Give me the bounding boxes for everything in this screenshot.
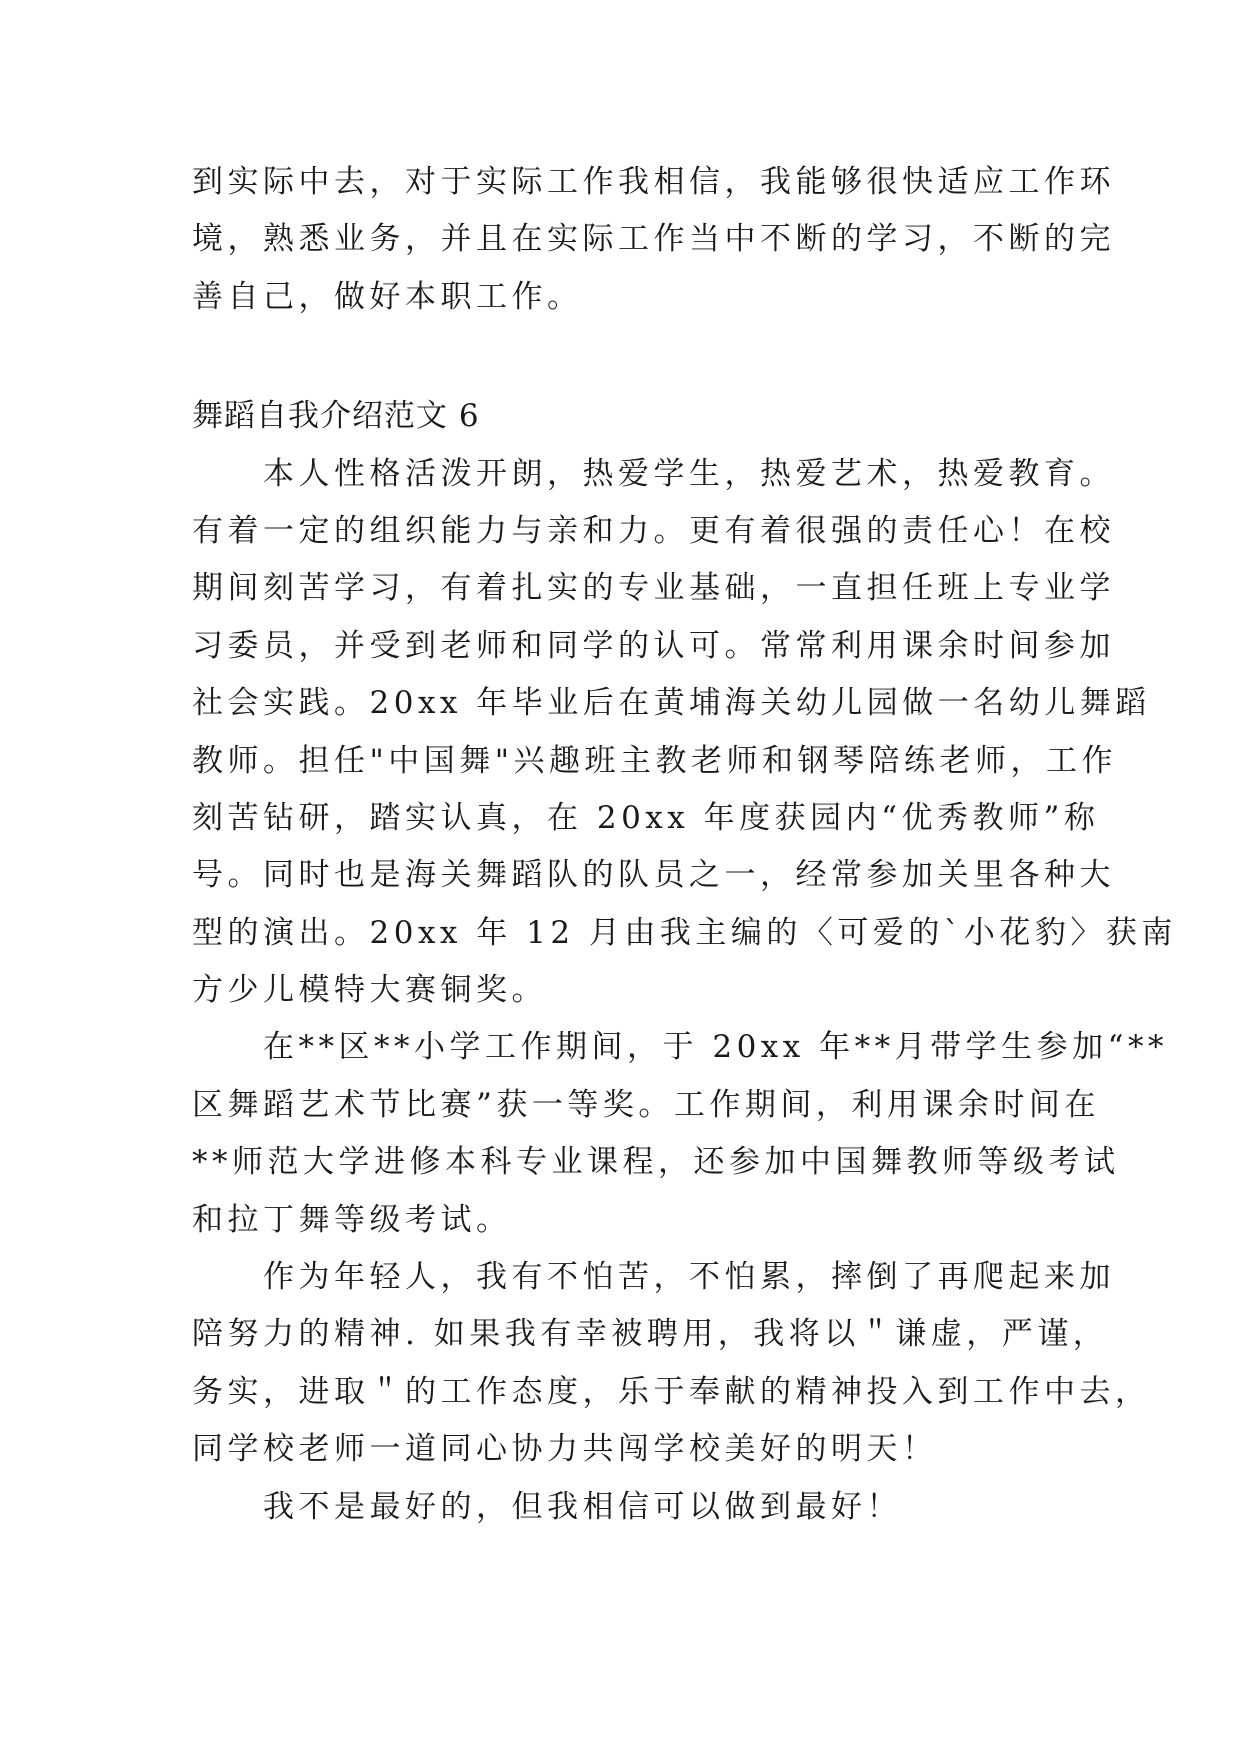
text-line: 号。同时也是海关舞蹈队的队员之一，经常参加关里各种大 xyxy=(192,857,1115,894)
text-line: 型的演出。20xx 年 12 月由我主编的〈可爱的`小花豹〉获南 xyxy=(192,914,1177,951)
text-line: 到实际中去，对于实际工作我相信，我能够很快适应工作环 xyxy=(192,164,1115,200)
text-line: 我不是最好的，但我相信可以做到最好！ xyxy=(192,1488,902,1525)
paragraph-intro xyxy=(192,446,1177,1020)
text-line: 教师。担任"中国舞"兴趣班主教老师和钢琴陪练老师，工作 xyxy=(192,742,1118,779)
text-line: 善自己，做好本职工作。 xyxy=(192,278,583,315)
text-line: 习委员，并受到老师和同学的认可。常常利用课余时间参加 xyxy=(192,627,1115,664)
text-line: 务实，进取＂的工作态度，乐于奉献的精神投入到工作中去， xyxy=(192,1373,1151,1410)
paragraph-attitude xyxy=(192,1249,1151,1479)
paragraph-work-experience xyxy=(192,1019,1168,1249)
text-line: **师范大学进修本科专业课程，还参加中国舞教师等级考试 xyxy=(192,1144,1120,1181)
section-heading: 舞蹈自我介绍范文 6 xyxy=(192,398,480,435)
text-line: 同学校老师一道同心协力共闯学校美好的明天！ xyxy=(192,1431,938,1468)
text-line: 和拉丁舞等级考试。 xyxy=(192,1201,512,1238)
paragraph-closing xyxy=(192,1479,1072,1536)
text-line: 刻苦钻研，踏实认真，在 20xx 年度获园内“优秀教师”称 xyxy=(192,799,1100,836)
text-line: 社会实践。20xx 年毕业后在黄埔海关幼儿园做一名幼儿舞蹈 xyxy=(192,685,1151,722)
text-line: 境，熟悉业务，并且在实际工作当中不断的学习，不断的完 xyxy=(192,221,1115,258)
document-body xyxy=(192,154,1177,1536)
text-line: 期间刻苦学习，有着扎实的专业基础，一直担任班上专业学 xyxy=(192,570,1115,607)
text-line: 陪努力的精神. 如果我有幸被聘用，我将以＂谦虚，严谨， xyxy=(192,1316,1109,1353)
text-line: 在**区**小学工作期间，于 20xx 年**月带学生参加“** xyxy=(192,1029,1168,1066)
text-line: 有着一定的组织能力与亲和力。更有着很强的责任心！在校 xyxy=(192,512,1115,549)
continued-paragraph xyxy=(192,154,1115,326)
text-line: 方少儿模特大赛铜奖。 xyxy=(192,972,547,1009)
text-line: 区舞蹈艺术节比赛”获一等奖。工作期间，利用课余时间在 xyxy=(192,1086,1100,1123)
text-line: 本人性格活泼开朗，热爱学生，热爱艺术，热爱教育。 xyxy=(192,455,1115,492)
text-line: 作为年轻人，我有不怕苦，不怕累，摔倒了再爬起来加 xyxy=(192,1259,1115,1296)
